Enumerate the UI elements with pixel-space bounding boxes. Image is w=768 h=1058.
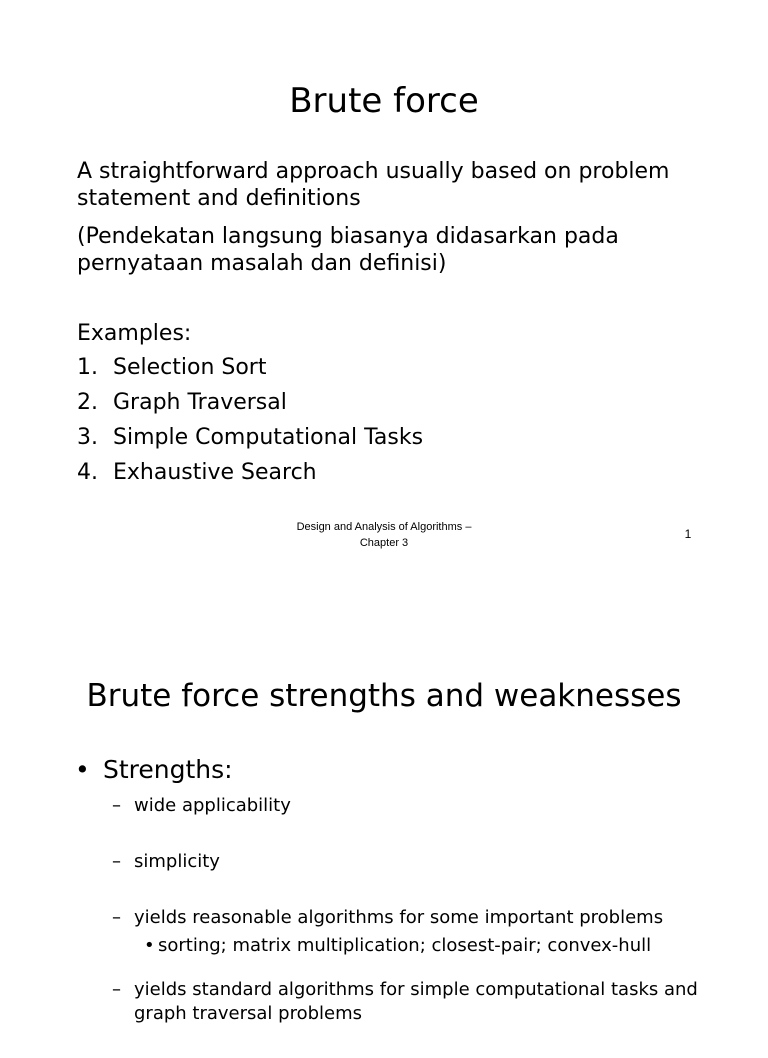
sub-list: [144, 934, 712, 958]
intro-indonesian: (Pendekatan langsung biasanya didasarkan pada pernyataan masalah dan definisi): [77, 224, 619, 276]
bullet-icon: •: [144, 935, 155, 956]
list-text: Exhaustive Search: [113, 460, 317, 485]
examples-list: [77, 354, 423, 494]
dash-icon: –: [112, 979, 121, 1000]
list-item: [77, 424, 423, 459]
list-item: [112, 794, 712, 818]
bullet-icon: •: [75, 755, 90, 784]
list-text: Selection Sort: [113, 355, 267, 380]
examples-heading: Examples:: [77, 321, 192, 346]
sub-list-text: sorting; matrix multiplication; closest-pair; convex-hull: [158, 935, 652, 956]
list-text: wide applicability: [134, 795, 291, 816]
sub-list-item: [144, 934, 712, 958]
list-item: [112, 906, 712, 958]
slide-title: Brute force: [289, 81, 479, 121]
strengths-list: [112, 794, 712, 1058]
list-number: 4.: [77, 460, 98, 485]
list-text: yields reasonable algorithms for some important problems: [134, 907, 664, 928]
list-text: yields standard algorithms for simple computational tasks and graph traversal problems: [134, 979, 698, 1024]
list-number: 3.: [77, 425, 98, 450]
slide-title: Brute force strengths and weaknesses: [86, 678, 682, 714]
list-item: [112, 978, 712, 1026]
list-text: Graph Traversal: [113, 390, 287, 415]
footer-line-1: Design and Analysis of Algorithms –: [296, 521, 472, 533]
slide-2: [0, 640, 768, 1024]
list-text: simplicity: [134, 851, 220, 872]
intro-english: A straightforward approach usually based on problem statement and definitions: [77, 159, 670, 211]
slide-footer: [234, 519, 534, 551]
list-number: 2.: [77, 390, 98, 415]
strengths-label: Strengths:: [103, 755, 233, 784]
list-item: [77, 354, 423, 389]
dash-icon: –: [112, 907, 121, 928]
footer-line-2: Chapter 3: [359, 537, 409, 549]
list-item: [112, 850, 712, 874]
dash-icon: –: [112, 795, 121, 816]
list-number: 1.: [77, 355, 98, 380]
list-item: [77, 459, 423, 494]
dash-icon: –: [112, 851, 121, 872]
list-body: [134, 906, 712, 958]
list-text: Simple Computational Tasks: [113, 425, 424, 450]
list-item: [77, 389, 423, 424]
page-number: 1: [684, 527, 692, 541]
strengths-bullet: [75, 755, 233, 785]
